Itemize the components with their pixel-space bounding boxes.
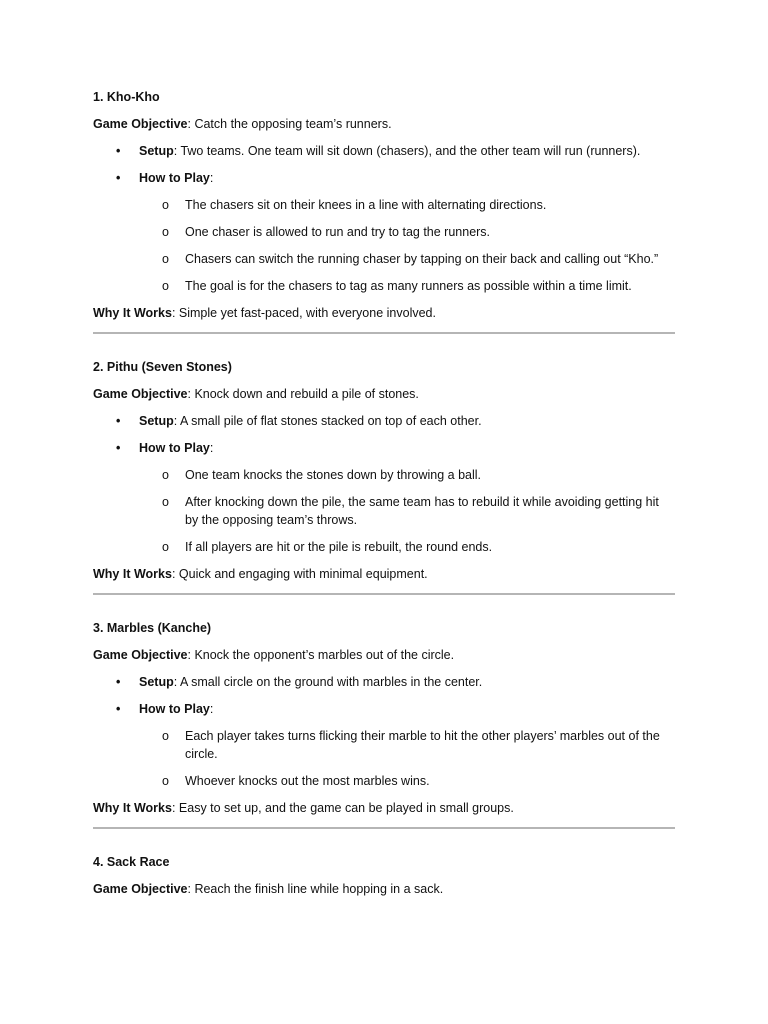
game-section	[93, 619, 675, 829]
steps-list	[139, 466, 675, 556]
how-to-play-label: How to Play	[139, 441, 210, 455]
how-to-play-suffix: :	[209, 441, 214, 455]
why-it-works	[93, 565, 675, 583]
bullet-list	[93, 412, 675, 556]
game-section	[93, 853, 675, 898]
objective-text: : Catch the opposing team’s runners.	[187, 117, 392, 131]
how-to-play-item	[93, 700, 675, 790]
step-text: The goal is for the chasers to tag as many runners as possible within a time limit.	[185, 279, 632, 293]
how-to-play-suffix: :	[209, 171, 214, 185]
steps-list	[139, 196, 675, 295]
step-item	[139, 466, 675, 484]
objective-text: : Knock down and rebuild a pile of stones.	[187, 387, 419, 401]
why-label: Why It Works	[93, 801, 172, 815]
objective-text: : Knock the opponent’s marbles out of the circle.	[187, 648, 455, 662]
step-item	[139, 538, 675, 556]
step-text: One chaser is allowed to run and try to tag the runners.	[185, 225, 491, 239]
step-text: Whoever knocks out the most marbles wins.	[185, 774, 430, 788]
step-text: The chasers sit on their knees in a line with alternating directions.	[185, 198, 547, 212]
step-item	[139, 250, 675, 268]
how-to-play-suffix: :	[209, 702, 214, 716]
bullet-marker: •	[116, 702, 121, 716]
game-objective	[93, 646, 675, 664]
step-text: Each player takes turns flicking their marble to hit the other players’ marbles out of the circle.	[185, 729, 660, 761]
how-to-play-item	[93, 169, 675, 295]
bullet-marker: •	[116, 414, 121, 428]
game-objective	[93, 115, 675, 133]
game-objective	[93, 385, 675, 403]
step-item	[139, 727, 675, 763]
step-text: Chasers can switch the running chaser by tapping on their back and calling out “Kho.”	[185, 252, 659, 266]
sub-bullet-marker: o	[162, 468, 169, 482]
how-to-play-item	[93, 439, 675, 556]
bullet-marker: •	[116, 675, 121, 689]
why-it-works	[93, 304, 675, 322]
game-title: 1. Kho-Kho	[93, 90, 160, 104]
sub-bullet-marker: o	[162, 225, 169, 239]
step-item	[139, 223, 675, 241]
objective-label: Game Objective	[93, 117, 188, 131]
setup-item	[93, 142, 675, 160]
bullet-marker: •	[116, 171, 121, 185]
why-label: Why It Works	[93, 306, 172, 320]
sub-bullet-marker: o	[162, 198, 169, 212]
how-to-play-label: How to Play	[139, 702, 210, 716]
why-it-works	[93, 799, 675, 817]
game-section	[93, 358, 675, 595]
horizontal-divider	[93, 593, 675, 595]
sub-bullet-marker: o	[162, 540, 169, 554]
game-section	[93, 88, 675, 334]
objective-label: Game Objective	[93, 648, 188, 662]
why-text: : Quick and engaging with minimal equipment.	[171, 567, 428, 581]
horizontal-divider	[93, 332, 675, 334]
setup-text: : A small pile of flat stones stacked on top of each other.	[173, 414, 482, 428]
step-item	[139, 772, 675, 790]
how-to-play-label: How to Play	[139, 171, 210, 185]
sub-bullet-marker: o	[162, 729, 169, 743]
objective-text: : Reach the finish line while hopping in a sack.	[187, 882, 444, 896]
game-objective	[93, 880, 675, 898]
why-text: : Simple yet fast-paced, with everyone involved.	[171, 306, 436, 320]
horizontal-divider	[93, 827, 675, 829]
sub-bullet-marker: o	[162, 252, 169, 266]
game-title: 2. Pithu (Seven Stones)	[93, 360, 232, 374]
bullet-list	[93, 142, 675, 295]
game-title: 3. Marbles (Kanche)	[93, 621, 212, 635]
sub-bullet-marker: o	[162, 279, 169, 293]
bullet-list	[93, 673, 675, 790]
bullet-marker: •	[116, 144, 121, 158]
step-text: After knocking down the pile, the same team has to rebuild it while avoiding getting hit by the opposing team’s throws.	[185, 495, 659, 527]
setup-item	[93, 412, 675, 430]
document-body	[93, 88, 675, 907]
objective-label: Game Objective	[93, 882, 188, 896]
step-text: One team knocks the stones down by throwing a ball.	[185, 468, 481, 482]
setup-item	[93, 673, 675, 691]
step-item	[139, 277, 675, 295]
step-item	[139, 196, 675, 214]
setup-label: Setup	[139, 144, 174, 158]
why-label: Why It Works	[93, 567, 172, 581]
game-title: 4. Sack Race	[93, 855, 170, 869]
setup-label: Setup	[139, 414, 174, 428]
bullet-marker: •	[116, 441, 121, 455]
objective-label: Game Objective	[93, 387, 188, 401]
why-text: : Easy to set up, and the game can be played in small groups.	[171, 801, 514, 815]
step-text: If all players are hit or the pile is rebuilt, the round ends.	[185, 540, 493, 554]
setup-label: Setup	[139, 675, 174, 689]
step-item	[139, 493, 675, 529]
sub-bullet-marker: o	[162, 774, 169, 788]
steps-list	[139, 727, 675, 790]
setup-text: : A small circle on the ground with marbles in the center.	[173, 675, 483, 689]
sub-bullet-marker: o	[162, 495, 169, 509]
setup-text: : Two teams. One team will sit down (chasers), and the other team will run (runners).	[173, 144, 641, 158]
